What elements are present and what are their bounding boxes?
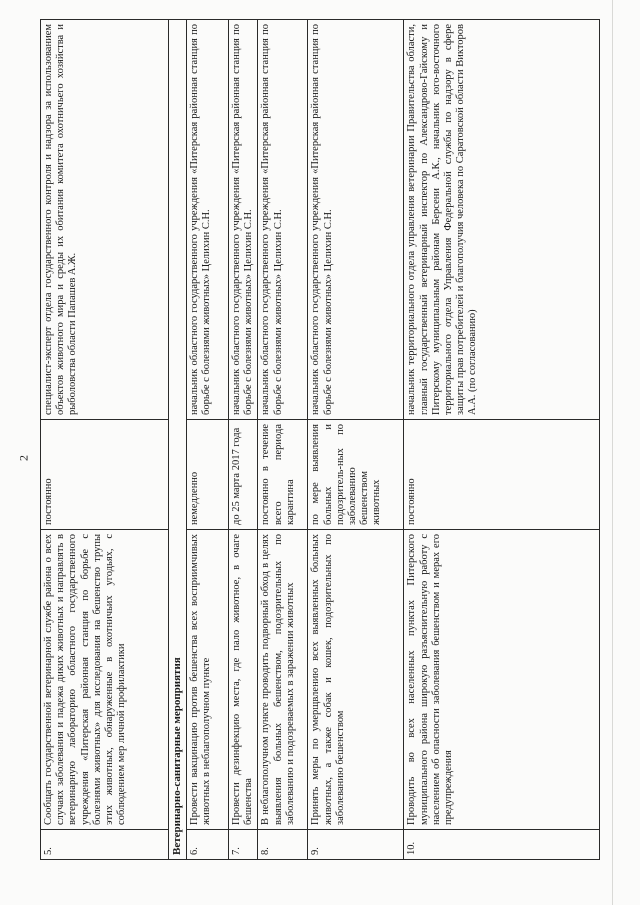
term-cell: до 25 марта 2017 года [229, 420, 258, 530]
responsible-cell: начальник областного государственного учреждения «Питерская районная станция по борьбе с болезнями животных» Целихин С.Н. [187, 20, 229, 420]
measure-cell: Проводить во всех населенных пунктах Питерского муниципального района широкую разъяснительную работу с населением об опасности заболевания бешенством и мерах его предупреждения [404, 530, 600, 830]
section-row [169, 20, 187, 860]
term-cell: постоянно [404, 420, 600, 530]
term-cell: немедленно [187, 420, 229, 530]
measure-cell: В неблагополучном пункте проводить подворный обход в целях выявления больных бешенством, подозрительных по заболеванию и подозреваемых в заражении животных [258, 530, 308, 830]
responsible-cell: начальник областного государственного учреждения «Питерская районная станция по борьбе с болезнями животных» Целихин С.Н. [308, 20, 404, 420]
measures-table-rotated [40, 20, 600, 860]
row-number: 5. [41, 830, 169, 860]
term-cell: по мере выявления больных и подозритель-ных по заболеванию бешенством животных [308, 420, 404, 530]
term-cell: постоянно [41, 420, 169, 530]
section-title: Ветеринарно-санитарные мероприятия [169, 20, 187, 860]
measure-cell: Провести вакцинацию против бешенства всех восприимчивых животных в неблагополучном пункте [187, 530, 229, 830]
scan-edge-line [612, 0, 613, 905]
row-number: 9. [308, 830, 404, 860]
table-row [41, 20, 169, 860]
table-row [229, 20, 258, 860]
table-row [404, 20, 600, 860]
measure-cell: Принять меры по умерщвлению всех выявленных больных животных, а также собак и кошек, подозрительных по заболеванию бешенством [308, 530, 404, 830]
table-row [258, 20, 308, 860]
page-number: 2 [16, 455, 31, 461]
responsible-cell: начальник территориального отдела управления ветеринарии Правительства области, главный государственный ветеринарный инспектор по Александрово-Гайскому и Питерскому муниципальным районам Берсени А.К., начальник юго-восточного территориального отдела Управления Федеральной службы по надзору в сфере защиты прав потребителей и благополучия человека по Саратовской области Викторов А.А. (по согласованию) [404, 20, 600, 420]
table-row [308, 20, 404, 860]
row-number: 8. [258, 830, 308, 860]
row-number: 7. [229, 830, 258, 860]
measure-cell: Провести дезинфекцию места, где пало животное, в очаге бешенства [229, 530, 258, 830]
measure-cell: Сообщать государственной ветеринарной службе района о всех случаях заболевания и падежа диких животных и направлять в ветеринарную лабораторию областного государственного учреждения «Питерская районная станция по борьбе с болезнями животных» для исследования на бешенство трупы этих животных, обнаруженные в охотничьих угодьях, с соблюдением мер личной профилактики [41, 530, 169, 830]
table-row [187, 20, 229, 860]
responsible-cell: начальник областного государственного учреждения «Питерская районная станция по борьбе с болезнями животных» Целихин С.Н. [229, 20, 258, 420]
row-number: 10. [404, 830, 600, 860]
term-cell: постоянно в течение всего периода карантина [258, 420, 308, 530]
responsible-cell: специалист-эксперт отдела государственного контроля и надзора за использованием объектов животного мира и среды их обитания комитета охотничьего хозяйства и рыболовства области Папашев А.Ж. [41, 20, 169, 420]
measures-table [40, 19, 600, 860]
responsible-cell: начальник областного государственного учреждения «Питерская районная станция по борьбе с болезнями животных» Целихин С.Н. [258, 20, 308, 420]
row-number: 6. [187, 830, 229, 860]
